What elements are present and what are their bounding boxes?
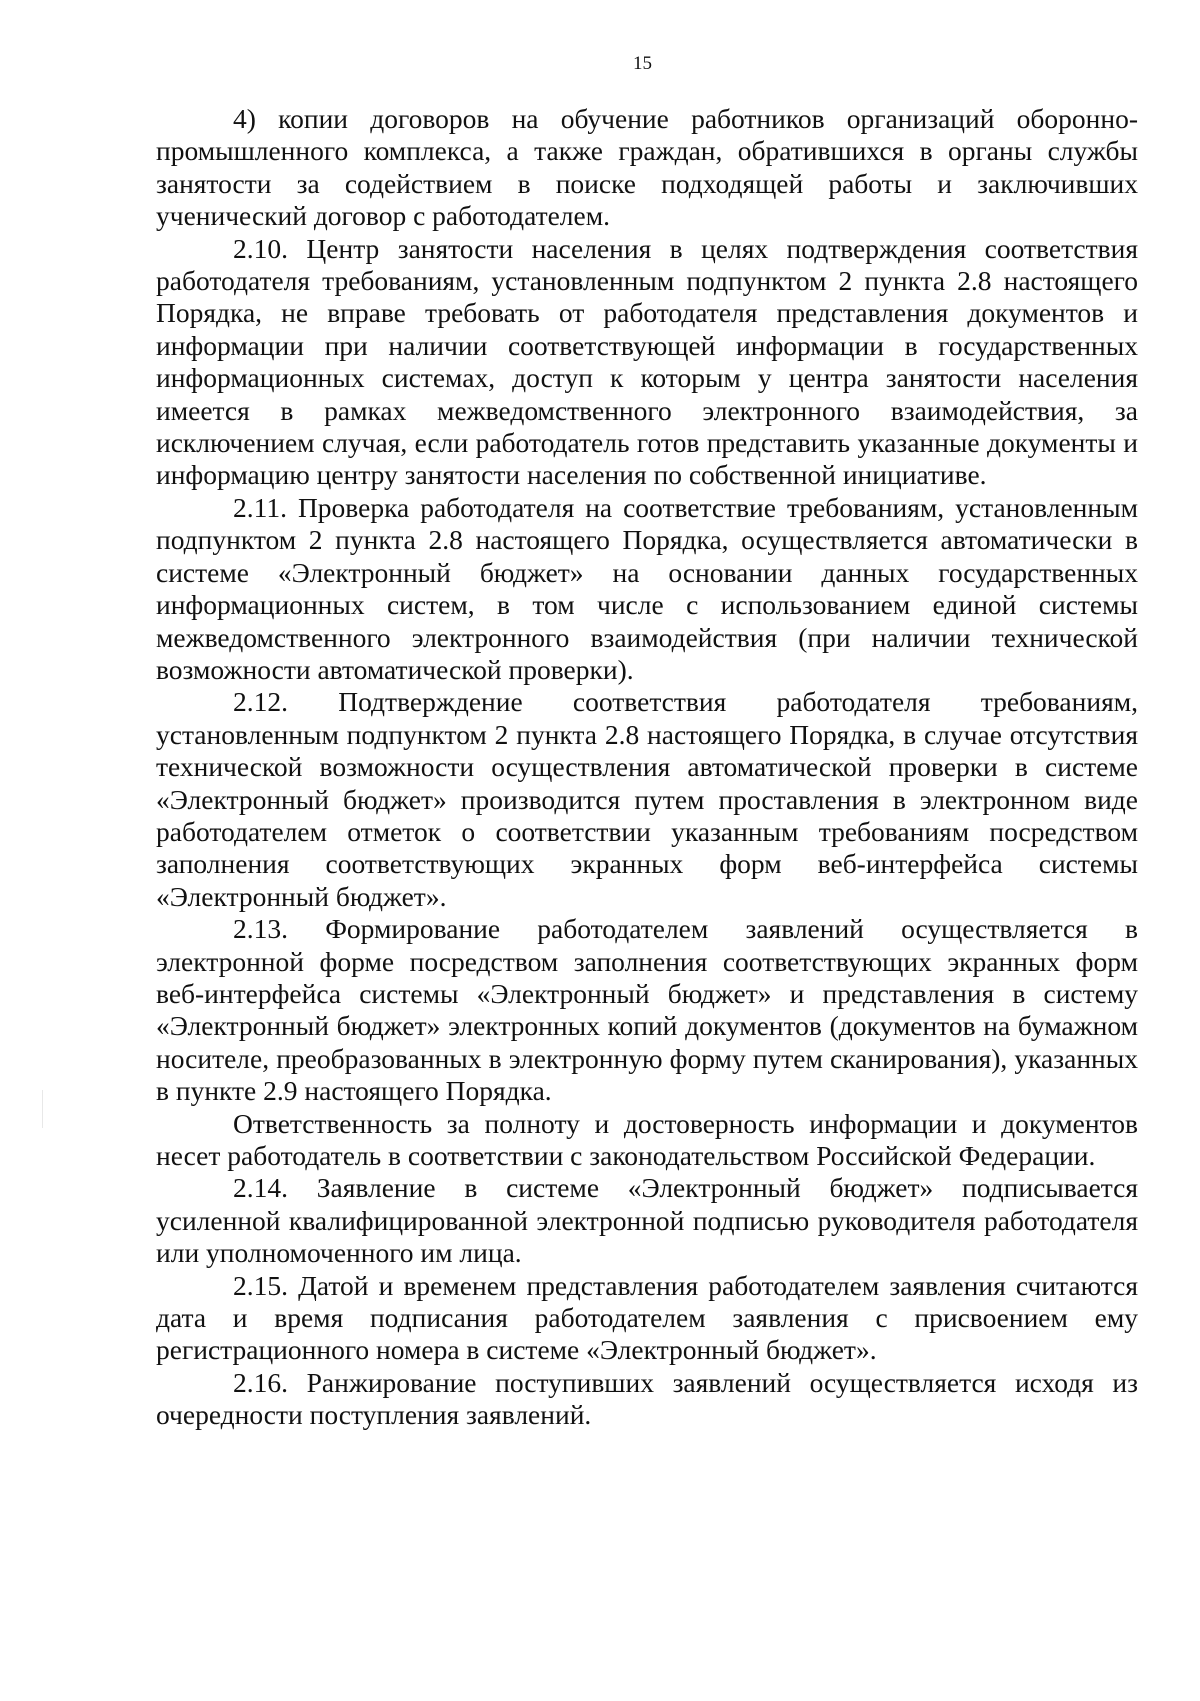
paragraph-2-16: 2.16. Ранжирование поступивших заявлений осуществляется исходя из очередности поступления заявлений.: [156, 1366, 1138, 1431]
paragraph-2-14: 2.14. Заявление в системе «Электронный бюджет» подписывается усиленной квалифицированной электронной подписью руководителя работодателя или уполномоченного им лица.: [156, 1172, 1138, 1269]
paragraph-2-13: 2.13. Формирование работодателем заявлений осуществляется в электронной форме посредством заполнения соответствующих экранных форм веб-интерфейса системы «Электронный бюджет» и представления в систему «Электронный бюджет» электронных копий документов (документов на бумажном носителе, преобразованных в электронную форму путем сканирования), указанных в пункте 2.9 настоящего Порядка.: [156, 913, 1138, 1107]
paragraph-item-4: 4) копии договоров на обучение работников организаций оборонно-промышленного комплекса, а также граждан, обратившихся в органы службы занятости за содействием в поиске подходящей работы и заключивших ученический договор с работодателем.: [156, 103, 1138, 232]
paragraph-2-12: 2.12. Подтверждение соответствия работодателя требованиям, установленным подпунктом 2 пункта 2.8 настоящего Порядка, в случае отсутствия технической возможности осуществления автоматической проверки в системе «Электронный бюджет» производится путем проставления в электронном виде работодателем отметок о соответствии указанным требованиям посредством заполнения соответствующих экранных форм веб-интерфейса системы «Электронный бюджет».: [156, 686, 1138, 912]
document-body: [156, 103, 1138, 1432]
scan-margin-mark: [42, 1090, 43, 1128]
paragraph-2-11: 2.11. Проверка работодателя на соответствие требованиям, установленным подпунктом 2 пункта 2.8 настоящего Порядка, осуществляется автоматически в системе «Электронный бюджет» на основании данных государственных информационных систем, в том числе с использованием единой системы межведомственного электронного взаимодействия (при наличии технической возможности автоматической проверки).: [156, 491, 1138, 685]
paragraph-2-10: 2.10. Центр занятости населения в целях подтверждения соответствия работодателя требованиям, установленным подпунктом 2 пункта 2.8 настоящего Порядка, не вправе требовать от работодателя представления документов и информации при наличии соответствующей информации в государственных информационных системах, доступ к которым у центра занятости населения имеется в рамках межведомственного электронного взаимодействия, за исключением случая, если работодатель готов представить указанные документы и информацию центру занятости населения по собственной инициативе.: [156, 232, 1138, 491]
paragraph-responsibility: Ответственность за полноту и достоверность информации и документов несет работодатель в соответствии с законодательством Российской Федерации.: [156, 1107, 1138, 1171]
paragraph-2-15: 2.15. Датой и временем представления работодателем заявления считаются дата и время подписания работодателем заявления с присвоением ему регистрационного номера в системе «Электронный бюджет».: [156, 1269, 1138, 1366]
page-number: 15: [633, 53, 652, 74]
